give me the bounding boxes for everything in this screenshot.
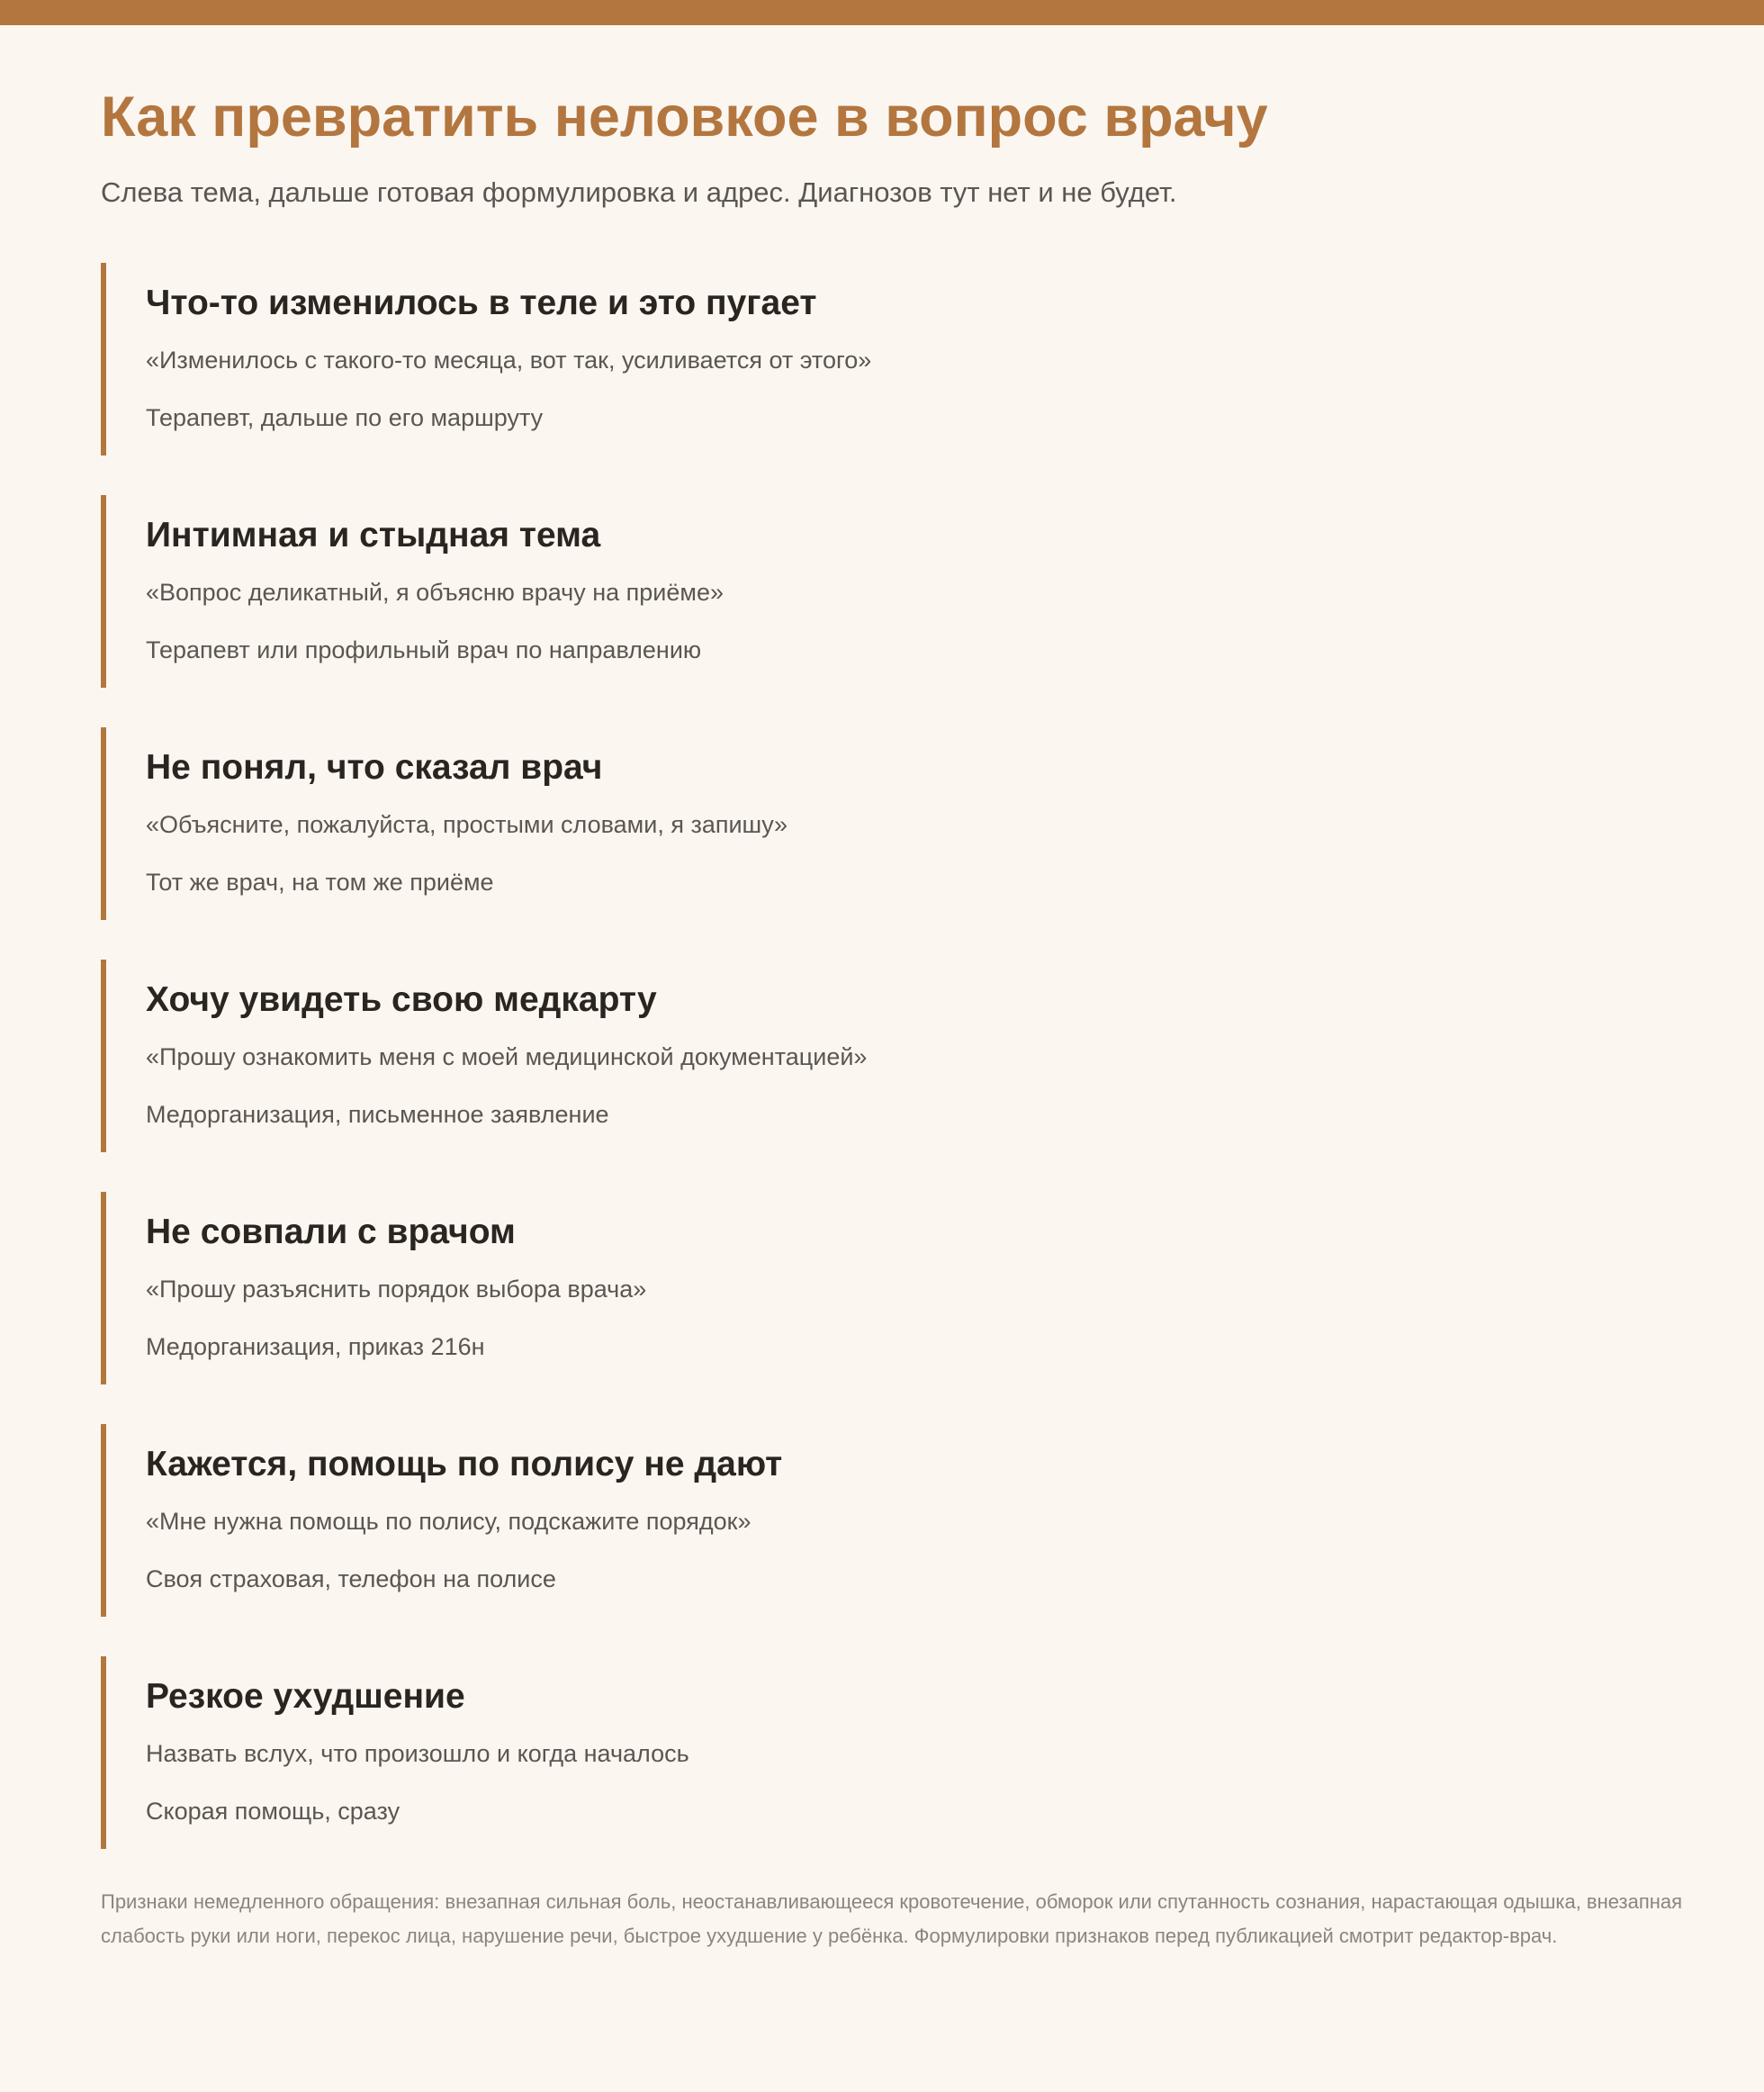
emergency-footnote: Признаки немедленного обращения: внезапная сильная боль, неостанавливающееся кровотечение, обморок или спутанность сознания, нарастающая одышка, внезапная слабость руки или ноги, перекос лица, нарушение речи, быстрое ухудшение у ребёнка. Формулировки признаков перед публикацией смотрит редактор-врач. (101, 1890, 1683, 1947)
topic-phrase: «Прошу разъяснить порядок выбора врача» (146, 1276, 647, 1303)
topic-address: Тот же врач, на том же приёме (146, 869, 494, 896)
topic-phrase: Назвать вслух, что произошло и когда началось (146, 1740, 689, 1767)
topic-phrase: «Объясните, пожалуйста, простыми словами, я запишу» (146, 811, 788, 838)
page-title: Как превратить неловкое в вопрос врачу (101, 86, 1268, 149)
topic-list (101, 263, 1685, 1849)
topic-title: Не совпали с врачом (146, 1213, 516, 1251)
topic-title: Кажется, помощь по полису не дают (146, 1445, 783, 1483)
page-subtitle: Слева тема, дальше готовая формулировка и адрес. Диагнозов тут нет и не будет. (101, 176, 1177, 208)
topic-address: Терапевт, дальше по его маршруту (146, 404, 544, 431)
top-accent-bar (0, 0, 1764, 25)
topic-title: Хочу увидеть свою медкарту (146, 980, 657, 1019)
topic-address: Своя страховая, телефон на полисе (146, 1565, 556, 1592)
topic-card (101, 263, 1685, 455)
topic-phrase: «Вопрос деликатный, я объясню врачу на приёме» (146, 579, 724, 606)
topic-card (101, 495, 1685, 688)
topic-card (101, 1424, 1685, 1617)
topic-phrase: «Мне нужна помощь по полису, подскажите порядок» (146, 1508, 752, 1535)
topic-address: Медорганизация, приказ 216н (146, 1333, 485, 1360)
topic-address: Медорганизация, письменное заявление (146, 1101, 609, 1128)
topic-card (101, 1656, 1685, 1849)
topic-title: Интимная и стыдная тема (146, 516, 601, 555)
topic-phrase: «Прошу ознакомить меня с моей медицинской документацией» (146, 1043, 868, 1070)
topic-card (101, 960, 1685, 1152)
topic-card (101, 1192, 1685, 1384)
topic-phrase: «Изменилось с такого-то месяца, вот так, усиливается от этого» (146, 347, 872, 374)
topic-address: Скорая помощь, сразу (146, 1798, 400, 1825)
topic-title: Резкое ухудшение (146, 1677, 465, 1716)
page-content (101, 25, 1685, 1973)
topic-title: Не понял, что сказал врач (146, 748, 603, 787)
topic-card (101, 727, 1685, 920)
topic-title: Что-то изменилось в теле и это пугает (146, 284, 817, 322)
topic-address: Терапевт или профильный врач по направлению (146, 636, 702, 663)
